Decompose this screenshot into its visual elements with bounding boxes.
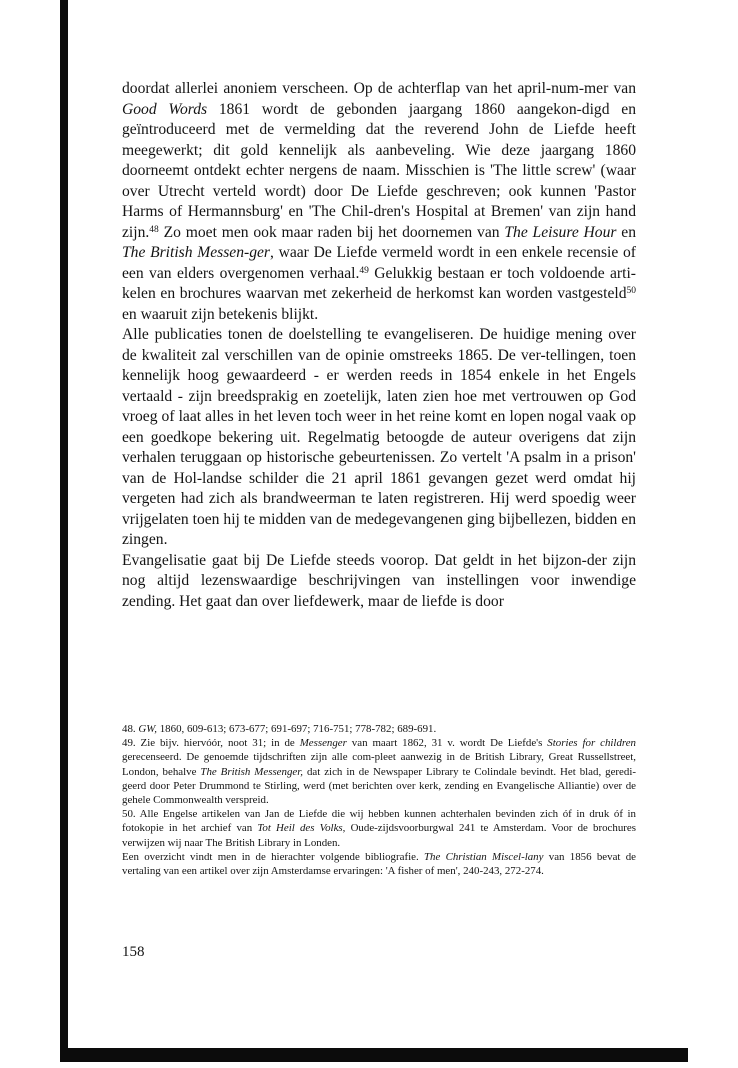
footnote-49: 49. Zie bijv. hiervóór, noot 31; in de Messenger van maart 1862, 31 v. wordt De Liefde's Stories for children gerecenseerd. De genoemde tijdschriften zijn alle com-pleet aanwezig in de British Library, Great Russellstreet, London, behalve The British Messenger, dat zich in de Newspaper Library te Colindale bevindt. Het blad, geredi-geerd door Peter Drummond te Stirling, werd (met berichten over kerk, zending en Evangelische Alliantie) over de gehele Commonwealth verspreid. — [122, 737, 636, 807]
paragraph-3: Evangelisatie gaat bij De Liefde steeds voorop. Dat geldt in het bijzon-der zijn nog altijd lezenswaardige beschrijvingen van instellingen voor inwendige zending. Het gaat dan over liefdewerk, maar de liefde is door — [122, 551, 636, 610]
footnote-ref-48: 48 — [149, 224, 159, 235]
body-text — [122, 79, 636, 612]
footnote-bibliography-note: Een overzicht vindt men in de hierachter volgende bibliografie. The Christian Miscel-lany van 1856 bevat de vertaling van een artikel over zijn Amsterdamse ervaringen: 'A fisher of men', 240-243, 272-274. — [122, 850, 636, 878]
paragraph-2: Alle publicaties tonen de doelstelling te evangeliseren. De huidige mening over de kwaliteit zal verschillen van de opinie omstreeks 1865. De ver-tellingen, toen kennelijk hoog gewaardeerd - er werden reeds in 1854 enkele in het Engels vertaald - zijn breedsprakig en zoetelijk, laten zien hoe met vertrouwen op God vroeg of laat alles in het leven toch weer in het reine komt en lopen nogal vaak op een goedkope bekering uit. Regelmatig betoogde de auteur overigens dat zijn verhalen teruggaan op historische gebeurtenissen. Zo vertelt 'A psalm in a prison' van de Hol-landse schilder die 21 april 1861 gevangen gezet werd omdat hij vergeten had zich als brandweerman te laten registreren. Hij werd spoedig weer vrijgelaten toen hij te midden van de medegevangenen ging bijbellezen, bidden en zingen. — [122, 326, 636, 548]
scan-border-bottom — [60, 1048, 688, 1062]
title-good-words: Good Words — [122, 100, 208, 118]
page-number: 158 — [122, 944, 145, 960]
scan-border-left — [60, 0, 68, 1048]
footnote-50: 50. Alle Engelse artikelen van Jan de Liefde die wij hebben kunnen achterhalen bevinden zich óf in druk óf in fotokopie in het archief van Tot Heil des Volks, Oude-zijdsvoorburgwal 241 te Amsterdam. Voor de brochures verwijzen wij naar The British Library in Londen. — [122, 808, 636, 849]
footnotes — [122, 722, 636, 878]
footnote-ref-49: 49 — [359, 265, 369, 276]
footnote-48: 48. GW, 1860, 609-613; 673-677; 691-697; 716-751; 778-782; 689-691. — [122, 723, 437, 735]
footnote-ref-50: 50 — [626, 286, 636, 296]
title-british-messenger: The British Messen-ger — [122, 244, 270, 261]
title-leisure-hour: The Leisure Hour — [504, 223, 617, 241]
paragraph-1: doordat allerlei anoniem verscheen. Op de achterflap van het april-num-mer van Good Words 1861 wordt de gebonden jaargang 1860 aangekon-digd en geïntroduceerd met de vermelding dat the reverend John de Liefde heeft meegewerkt; dit gold kennelijk als aanbeveling. Wie deze jaargang 1860 doorneemt ontdekt echter nergens de naam. Misschien is 'The little screw' (waar over Utrecht verteld wordt) door De Liefde geschreven; ook kunnen 'Pastor Harms of Hermannsburg' en 'The Chil-dren's Hospital at Bremen' van zijn hand zijn.$^{48}$ Zo moet men ook maar raden bij het doornemen van The Leisure Hour en The British Messen-ger, waar De Liefde vermeld wordt in een enkele recensie of een van elders overgenomen verhaal.$^{49}$ Gelukkig bestaan er toch voldoende arti-kelen en brochures waarvan met zekerheid de herkomst kan worden vastgesteld$^{50}$ en waaruit zijn betekenis blijkt. — [122, 80, 636, 323]
